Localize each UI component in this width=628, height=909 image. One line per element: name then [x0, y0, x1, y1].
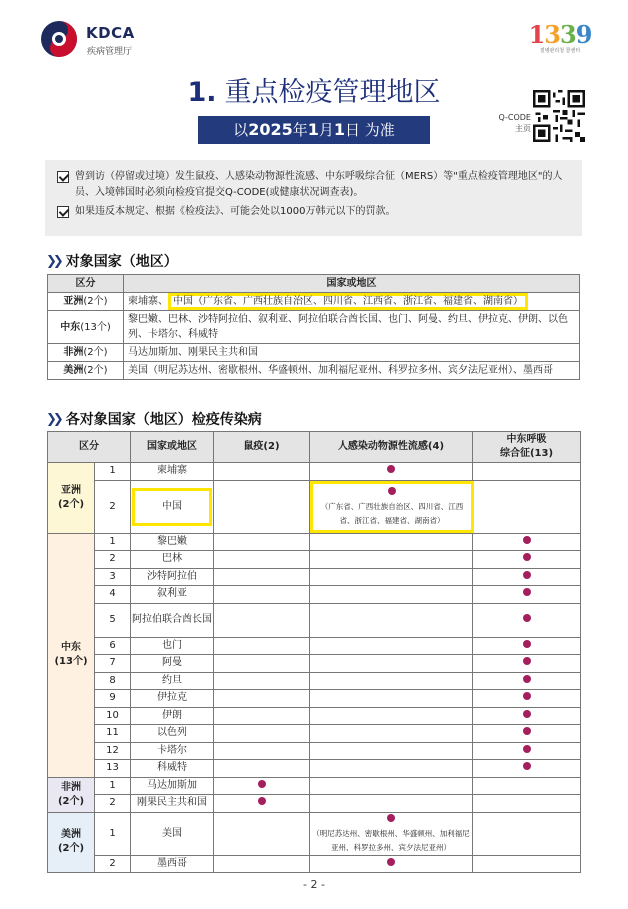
dot-marker [387, 814, 395, 822]
dot-marker [258, 780, 266, 788]
country-cell: 柬埔寨 [131, 463, 214, 481]
kdca-emblem-icon [40, 20, 78, 58]
mers-cell [473, 480, 581, 533]
row-number: 11 [95, 725, 131, 743]
highlight-box: 中国（广东省、广西壮族自治区、四川省、江西省、浙江省、福建省、湖南省） [168, 293, 528, 310]
table-row [48, 742, 581, 760]
table-header-row [48, 432, 581, 463]
mers-cell [473, 637, 581, 655]
checkbox-icon [57, 206, 69, 218]
country-cell: 也门 [131, 637, 214, 655]
col-header: 区分 [48, 275, 124, 293]
table-row [48, 760, 581, 778]
plague-cell [214, 463, 310, 481]
table-row [48, 586, 581, 604]
dot-marker [523, 571, 531, 579]
region-cell-americas: 美洲 (2个) [48, 812, 95, 873]
table-row [48, 855, 581, 873]
table-row [48, 480, 581, 533]
row-number: 10 [95, 707, 131, 725]
table-row [48, 812, 581, 855]
dot-marker [523, 727, 531, 735]
region-cell: 亚洲(2个) [48, 293, 124, 311]
countries-cell: 美国（明尼苏达州、密歇根州、华盛顿州、加利福尼亚州、科罗拉多州、宾夕法尼亚州）、墨西哥 [124, 362, 580, 380]
region-cell: 中东(13个) [48, 311, 124, 344]
row-number: 6 [95, 637, 131, 655]
notice-item: 曾到访（停留或过境）发生鼠疫、人感染动物源性流感、中东呼吸综合征（MERS）等"重点检疫管理地区"的人员、入境韩国时必须向检疫官提交Q-CODE(或健康状况调查表)。 [57, 169, 570, 201]
country-cell: 沙特阿拉伯 [131, 568, 214, 586]
table-row [48, 293, 580, 311]
qr-code-icon [533, 90, 585, 142]
highlight-box: （广东省、广西壮族自治区、四川省、江西省、浙江省、福建省、湖南省） [310, 481, 474, 533]
region-cell: 非洲(2个) [48, 344, 124, 362]
row-number: 1 [95, 533, 131, 551]
row-number: 5 [95, 603, 131, 637]
region-cell: 美洲(2个) [48, 362, 124, 380]
mers-cell [473, 551, 581, 569]
double-chevron-icon: ❯❯ [46, 411, 60, 427]
country-cell: 墨西哥 [131, 855, 214, 873]
table-row [48, 707, 581, 725]
mers-cell [473, 533, 581, 551]
row-number: 3 [95, 568, 131, 586]
country-cell: 阿曼 [131, 655, 214, 673]
row-number: 7 [95, 655, 131, 673]
dot-marker [523, 536, 531, 544]
table-row [48, 637, 581, 655]
row-number: 4 [95, 586, 131, 604]
flu-cell [310, 855, 473, 873]
dot-marker [387, 465, 395, 473]
plague-cell [214, 795, 310, 813]
mers-cell [473, 690, 581, 708]
hotline-caption: 질병관리청 콜센터 [539, 48, 581, 54]
table-row [48, 311, 580, 344]
dot-marker [523, 614, 531, 622]
country-cell: 伊拉克 [131, 690, 214, 708]
country-cell: 美国 [131, 812, 214, 855]
col-header: 中东呼吸 综合征(13) [473, 432, 581, 463]
mers-cell [473, 463, 581, 481]
section-heading-diseases: ❯❯ 各对象国家（地区）检疫传染病 [46, 411, 262, 428]
mers-cell [473, 672, 581, 690]
dot-marker [388, 487, 396, 495]
highlight-box: 中国 [132, 488, 212, 526]
col-header: 区分 [48, 432, 131, 463]
country-cell: 卡塔尔 [131, 742, 214, 760]
double-chevron-icon: ❯❯ [46, 253, 60, 269]
country-cell [131, 480, 214, 533]
table-header-row [48, 275, 580, 293]
hotline-logo [520, 20, 600, 66]
plague-cell [214, 480, 310, 533]
row-number: 2 [95, 551, 131, 569]
table-row [48, 725, 581, 743]
country-cell: 马达加斯加 [131, 777, 214, 795]
flu-cell: （明尼苏达州、密歇根州、华盛顿州、加利福尼亚州、科罗拉多州、宾夕法尼亚州） [310, 812, 473, 855]
org-subtitle: 疾病管理厅 [87, 47, 133, 57]
row-number: 13 [95, 760, 131, 778]
qcode-qr[interactable] [487, 90, 587, 142]
col-header: 人感染动物源性流感(4) [310, 432, 473, 463]
table-row [48, 533, 581, 551]
table-row [48, 777, 581, 795]
countries-cell: 柬埔寨、 中国（广东省、广西壮族自治区、四川省、江西省、浙江省、福建省、湖南省） [124, 293, 580, 311]
country-cell: 黎巴嫩 [131, 533, 214, 551]
col-header: 国家或地区 [131, 432, 214, 463]
col-header: 国家或地区 [124, 275, 580, 293]
table-row [48, 362, 580, 380]
country-cell: 科威特 [131, 760, 214, 778]
col-header: 鼠疫(2) [214, 432, 310, 463]
table-row [48, 568, 581, 586]
table-row [48, 655, 581, 673]
qr-label: Q-CODE 主页 [498, 113, 531, 133]
row-number: 1 [95, 463, 131, 481]
mers-cell [473, 707, 581, 725]
row-number: 2 [95, 795, 131, 813]
row-number: 1 [95, 812, 131, 855]
effective-date-banner: 以2025年1月1日 为准 [198, 116, 430, 144]
region-cell-africa: 非洲 (2个) [48, 777, 95, 812]
dot-marker [523, 692, 531, 700]
region-cell-middle-east: 中东 (13个) [48, 533, 95, 777]
flu-cell [310, 480, 473, 533]
country-cell: 叙利亚 [131, 586, 214, 604]
dot-marker [523, 588, 531, 596]
country-cell: 刚果民主共和国 [131, 795, 214, 813]
dot-marker [523, 710, 531, 718]
dot-marker [523, 675, 531, 683]
dot-marker [387, 858, 395, 866]
hotline-number: 1339 [528, 20, 592, 49]
country-cell: 以色列 [131, 725, 214, 743]
dot-marker [523, 553, 531, 561]
dot-marker [258, 797, 266, 805]
dot-marker [523, 745, 531, 753]
mers-cell [473, 742, 581, 760]
table-row [48, 344, 580, 362]
page-title: 1. 重点检疫管理地区 [187, 77, 441, 108]
mers-cell [473, 603, 581, 637]
dot-marker [523, 762, 531, 770]
row-number: 1 [95, 777, 131, 795]
mers-cell [473, 655, 581, 673]
country-cell: 约旦 [131, 672, 214, 690]
target-countries-table [47, 274, 580, 380]
notice-item: 如果违反本规定、根据《检疫法》、可能会处以1000万韩元以下的罚款。 [57, 204, 570, 220]
table-row [48, 690, 581, 708]
region-cell-asia: 亚洲 (2个) [48, 463, 95, 534]
diseases-table [47, 431, 581, 873]
row-number: 12 [95, 742, 131, 760]
section-heading-target-countries: ❯❯ 对象国家（地区） [46, 253, 178, 270]
table-row [48, 603, 581, 637]
mers-cell [473, 725, 581, 743]
row-number: 8 [95, 672, 131, 690]
flu-cell [310, 463, 473, 481]
country-cell: 巴林 [131, 551, 214, 569]
countries-cell: 马达加斯加、刚果民主共和国 [124, 344, 580, 362]
country-cell: 伊朗 [131, 707, 214, 725]
page-number: - 2 - [303, 878, 325, 891]
checkbox-icon [57, 171, 69, 183]
table-row [48, 463, 581, 481]
notice-box [45, 160, 582, 236]
org-name: KDCA [86, 24, 135, 42]
countries-cell: 黎巴嫩、巴林、沙特阿拉伯、叙利亚、阿拉伯联合酋长国、也门、阿曼、约旦、伊拉克、伊朗、以色列、卡塔尔、科威特 [124, 311, 580, 344]
dot-marker [523, 657, 531, 665]
kdca-logo [40, 20, 190, 64]
mers-cell [473, 568, 581, 586]
dot-marker [523, 640, 531, 648]
table-row [48, 795, 581, 813]
row-number: 9 [95, 690, 131, 708]
row-number: 2 [95, 480, 131, 533]
mers-cell [473, 586, 581, 604]
table-row [48, 672, 581, 690]
row-number: 2 [95, 855, 131, 873]
country-cell: 阿拉伯联合酋长国 [131, 603, 214, 637]
table-row [48, 551, 581, 569]
mers-cell [473, 760, 581, 778]
plague-cell [214, 777, 310, 795]
